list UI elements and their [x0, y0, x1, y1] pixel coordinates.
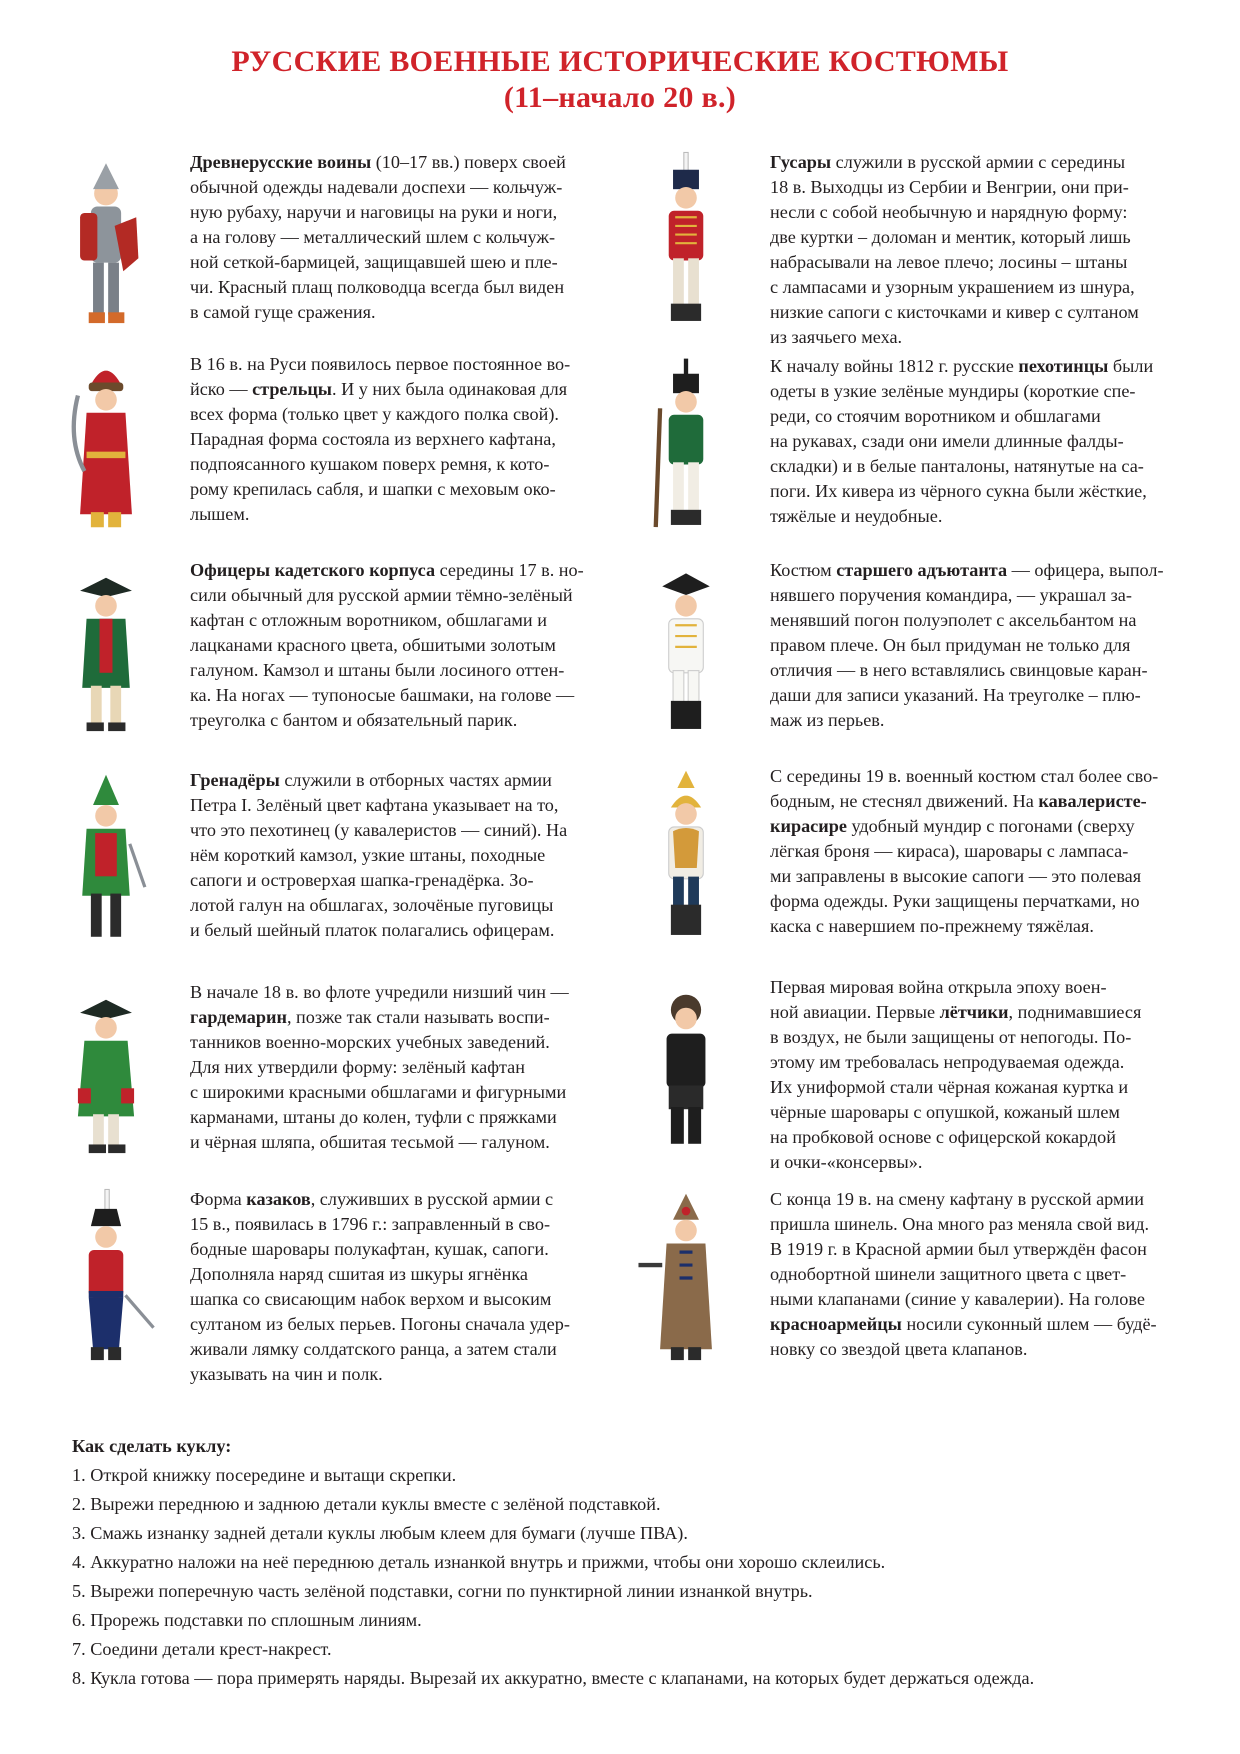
line-text: треуголка с бантом и обязательный парик.: [190, 710, 518, 730]
line-text: султаном из белых перьев. Погоны сначала удер-: [190, 1314, 570, 1334]
line-text: всех форма (только цвет у каждого полка свой).: [190, 404, 559, 424]
description-line: [190, 175, 610, 200]
costume-entry-ancient-warrior: [52, 150, 612, 345]
line-text: удобный мундир с погонами (сверху: [846, 816, 1135, 836]
line-text: шапка со свисающим набок верхом и высоким: [190, 1289, 552, 1309]
costume-description: [190, 980, 610, 1155]
description-line: [770, 1337, 1202, 1362]
highlighted-term: лётчики: [939, 1002, 1009, 1022]
line-text: Костюм: [770, 560, 837, 580]
description-line: [190, 633, 610, 658]
line-text: В 16 в. на Руси появилось первое постоянное во-: [190, 354, 571, 374]
line-text: и очки-«консервы».: [770, 1152, 923, 1172]
costume-description: [190, 1187, 610, 1387]
line-text: одеты в узкие зелёные мундиры (короткие спе-: [770, 381, 1136, 401]
cossack-figure-icon: [52, 1187, 160, 1382]
highlighted-term: старшего адъютанта: [836, 560, 1008, 580]
hussar-figure-icon: [632, 150, 740, 345]
description-line: [770, 1100, 1202, 1125]
description-line: [190, 1080, 610, 1105]
description-line: [190, 1337, 610, 1362]
description-line: [770, 1287, 1202, 1312]
description-line: [770, 175, 1202, 200]
line-text: С конца 19 в. на смену кафтану в русской армии: [770, 1189, 1144, 1209]
line-text: танников военно-морских учебных заведений.: [190, 1032, 550, 1052]
line-text: рому крепилась сабля, и шапки с меховым око-: [190, 479, 556, 499]
line-text: каска с навершием по-прежнему тяжёлая.: [770, 916, 1094, 936]
line-text: ными клапанами (синие у кавалерии). На голове: [770, 1289, 1145, 1309]
instructions-steps: [72, 1461, 1192, 1693]
description-line: [770, 1312, 1202, 1337]
line-text: сили обычный для русской армии тёмно-зелёный: [190, 585, 573, 605]
line-text: тяжёлые и неудобные.: [770, 506, 943, 526]
line-text: нём короткий камзол, узкие штаны, походные: [190, 845, 546, 865]
grenadier-figure-icon: [52, 768, 160, 963]
highlighted-term: Офицеры кадетского корпуса: [190, 560, 436, 580]
costume-description: [770, 150, 1202, 350]
instruction-step: 7. Соедини детали крест-накрест.: [72, 1639, 332, 1659]
description-line: [190, 1055, 610, 1080]
line-text: отличия — в него вставлялись свинцовые каран-: [770, 660, 1148, 680]
line-text: форма одежды. Руки защищены перчатками, но: [770, 891, 1140, 911]
description-line: [770, 1212, 1202, 1237]
description-line: [770, 889, 1202, 914]
line-text: набрасывали на левое плечо; лосины – штаны: [770, 252, 1128, 272]
description-line: [770, 354, 1202, 379]
line-text: ную рубаху, наручи и наговицы на руки и ноги,: [190, 202, 558, 222]
description-line: [190, 558, 610, 583]
line-text: чёрные шаровары с опушкой, кожаный шлем: [770, 1102, 1120, 1122]
description-line: [190, 1312, 610, 1337]
instruction-step: 6. Прорежь подставки по сплошным линиям.: [72, 1610, 422, 1630]
line-text: носили суконный шлем — будё-: [901, 1314, 1157, 1334]
line-text: в воздух, не были защищены от непогоды. По-: [770, 1027, 1132, 1047]
line-text: лёгкая броня — кираса), шаровары с лампаса-: [770, 841, 1129, 861]
instructions-title: Как сделать куклу:: [72, 1436, 232, 1456]
costume-description: [770, 975, 1202, 1175]
description-line: [770, 1237, 1202, 1262]
line-text: однобортной шинели защитного цвета с цвет-: [770, 1264, 1127, 1284]
costume-description: [190, 558, 610, 733]
highlighted-term: казаков: [246, 1189, 311, 1209]
instructions-block: [72, 1432, 1192, 1693]
line-text: с лампасами и узорным украшением из шнура,: [770, 277, 1135, 297]
highlighted-term: Гусары: [770, 152, 832, 172]
description-line: [190, 583, 610, 608]
costume-description: [190, 768, 610, 943]
line-text: В начале 18 в. во флоте учредили низший чин —: [190, 982, 569, 1002]
description-line: [770, 658, 1202, 683]
description-line: [770, 404, 1202, 429]
description-line: [770, 608, 1202, 633]
line-text: менявший погон полуэполет с аксельбантом на: [770, 610, 1137, 630]
line-text: — офицера, выпол-: [1007, 560, 1164, 580]
highlighted-term: кавалеристе-: [1038, 791, 1147, 811]
description-line: [190, 918, 610, 943]
line-text: служили в русской армии с середины: [831, 152, 1126, 172]
description-line: [190, 150, 610, 175]
line-text: на пробковой основе с офицерской кокардой: [770, 1127, 1116, 1147]
line-text: указывать на чин и полк.: [190, 1364, 383, 1384]
costume-entry-streltsy: [52, 352, 612, 547]
description-line: [770, 1075, 1202, 1100]
highlighted-term: гардемарин: [190, 1007, 287, 1027]
description-line: [770, 789, 1202, 814]
line-text: Парадная форма состояла из верхнего кафтана,: [190, 429, 556, 449]
description-line: [190, 608, 610, 633]
description-line: [190, 980, 610, 1005]
line-text: что это пехотинец (у кавалеристов — синий). На: [190, 820, 568, 840]
streltsy-figure-icon: [52, 352, 160, 547]
description-line: [190, 1187, 610, 1212]
description-line: [190, 818, 610, 843]
description-line: [770, 1050, 1202, 1075]
highlighted-term: пехотинцы: [1018, 356, 1109, 376]
description-line: [770, 583, 1202, 608]
costume-entry-infantryman-1812: [632, 354, 1202, 549]
line-text: . И у них была одинаковая для: [332, 379, 568, 399]
description-line: [190, 1105, 610, 1130]
line-text: а на голову — металлический шлем с кольчуж-: [190, 227, 556, 247]
line-text: Их униформой стали чёрная кожаная куртка и: [770, 1077, 1129, 1097]
line-text: В 1919 г. в Красной армии был утверждён фасон: [770, 1239, 1147, 1259]
line-text: и белый шейный платок полагались офицерам.: [190, 920, 555, 940]
description-line: [190, 225, 610, 250]
line-text: Дополняла наряд сшитая из шкуры ягнёнка: [190, 1264, 528, 1284]
title-block: [0, 44, 1240, 116]
page-subtitle: (11–начало 20 в.): [503, 81, 737, 114]
description-line: [770, 633, 1202, 658]
costume-description: [770, 1187, 1202, 1362]
description-line: [770, 200, 1202, 225]
description-line: [190, 1130, 610, 1155]
costume-description: [770, 558, 1202, 733]
line-text: были: [1108, 356, 1154, 376]
costume-entry-midshipman: [52, 980, 612, 1175]
line-text: сапоги и островерхая шапка-гренадёрка. Зо-: [190, 870, 534, 890]
description-line: [190, 1030, 610, 1055]
description-line: [190, 1005, 610, 1030]
costume-entry-cadet-officer: [52, 558, 612, 753]
description-line: [190, 352, 610, 377]
line-text: две куртки – доломан и ментик, который лишь: [770, 227, 1131, 247]
line-text: правом плече. Он был придуман не только для: [770, 635, 1131, 655]
cuirassier-figure-icon: [632, 764, 740, 959]
line-text: маж из перьев.: [770, 710, 885, 730]
highlighted-term: Гренадёры: [190, 770, 280, 790]
costume-description: [190, 150, 610, 325]
line-text: бодным, не стеснял движений. На: [770, 791, 1039, 811]
description-line: [190, 768, 610, 793]
description-line: [190, 1287, 610, 1312]
costume-entry-hussar: [632, 150, 1202, 350]
description-line: [770, 814, 1202, 839]
highlighted-term: стрельцы: [252, 379, 333, 399]
line-text: Для них утвердили форму: зелёный кафтан: [190, 1057, 525, 1077]
description-line: [770, 479, 1202, 504]
line-text: этому им требовалась непродуваемая одежда.: [770, 1052, 1125, 1072]
line-text: с широкими красными обшлагами и фигурными: [190, 1082, 567, 1102]
description-line: [190, 1237, 610, 1262]
line-text: (10–17 вв.) поверх своей: [371, 152, 566, 172]
midshipman-figure-icon: [52, 980, 160, 1175]
line-text: поги. Их кивера из чёрного сукна были жёсткие,: [770, 481, 1147, 501]
description-line: [770, 1262, 1202, 1287]
line-text: лацканами красного цвета, обшитыми золотым: [190, 635, 556, 655]
red-army-soldier-figure-icon: [632, 1187, 740, 1382]
description-line: [770, 864, 1202, 889]
description-line: [770, 275, 1202, 300]
description-line: [770, 300, 1202, 325]
description-line: [770, 1000, 1202, 1025]
instruction-step: 8. Кукла готова — пора примерять наряды. Вырезай их аккуратно, вместе с клапанами, на которых будет держаться одежда.: [72, 1668, 1035, 1688]
description-line: [770, 708, 1202, 733]
line-text: лотой галун на обшлагах, золочёные пуговицы: [190, 895, 554, 915]
instruction-step: 5. Вырежи поперечную часть зелёной подставки, согни по пунктирной линии изнанкой внутрь.: [72, 1581, 813, 1601]
description-line: [770, 1187, 1202, 1212]
line-text: , позже так стали называть воспи-: [286, 1007, 550, 1027]
description-line: [190, 427, 610, 452]
description-line: [190, 502, 610, 527]
line-text: служили в отборных частях армии: [279, 770, 552, 790]
description-line: [770, 150, 1202, 175]
description-line: [190, 793, 610, 818]
description-line: [770, 429, 1202, 454]
line-text: ной авиации. Первые: [770, 1002, 940, 1022]
page-title: РУССКИЕ ВОЕННЫЕ ИСТОРИЧЕСКИЕ КОСТЮМЫ: [231, 45, 1009, 78]
description-line: [770, 325, 1202, 350]
description-line: [190, 1262, 610, 1287]
line-text: ми заправлены в высокие сапоги — это полевая: [770, 866, 1142, 886]
description-line: [770, 250, 1202, 275]
description-line: [770, 225, 1202, 250]
costume-entry-cossack: [52, 1187, 612, 1387]
description-line: [770, 1025, 1202, 1050]
line-text: карманами, штаны до колен, туфли с пряжками: [190, 1107, 557, 1127]
description-line: [770, 764, 1202, 789]
line-text: на рукавах, сзади они имели длинные фалды-: [770, 431, 1124, 451]
description-line: [770, 454, 1202, 479]
description-line: [190, 683, 610, 708]
line-text: и чёрная шляпа, обшитая тесьмой — галуном.: [190, 1132, 550, 1152]
description-line: [770, 839, 1202, 864]
cadet-officer-figure-icon: [52, 558, 160, 753]
description-line: [190, 275, 610, 300]
line-text: из заячьего меха.: [770, 327, 903, 347]
warrior-figure-icon: [52, 150, 160, 345]
line-text: нявшего поручения командира, — украшал за-: [770, 585, 1132, 605]
description-line: [770, 558, 1202, 583]
line-text: Петра I. Зелёный цвет кафтана указывает на то,: [190, 795, 559, 815]
description-line: [190, 1362, 610, 1387]
description-line: [770, 379, 1202, 404]
line-text: в самой гуще сражения.: [190, 302, 376, 322]
description-line: [770, 914, 1202, 939]
description-line: [190, 477, 610, 502]
line-text: ка. На ногах — тупоносые башмаки, на голове —: [190, 685, 575, 705]
infantryman-1812-figure-icon: [632, 354, 740, 549]
adjutant-figure-icon: [632, 558, 740, 753]
line-text: обычной одежды надевали доспехи — кольчуж-: [190, 177, 563, 197]
highlighted-term: красноармейцы: [770, 1314, 902, 1334]
line-text: С середины 19 в. военный костюм стал более сво-: [770, 766, 1159, 786]
line-text: пришла шинель. Она много раз меняла свой вид.: [770, 1214, 1150, 1234]
line-text: Первая мировая война открыла эпоху воен-: [770, 977, 1107, 997]
line-text: несли с собой необычную и нарядную форму:: [770, 202, 1128, 222]
line-text: даши для записи указаний. На треуголке – плю-: [770, 685, 1141, 705]
description-line: [190, 708, 610, 733]
description-line: [770, 1125, 1202, 1150]
description-line: [190, 250, 610, 275]
line-text: йско —: [190, 379, 253, 399]
line-text: низкие сапоги с кисточками и кивер с султаном: [770, 302, 1139, 322]
highlighted-term: кирасире: [770, 816, 847, 836]
description-line: [190, 377, 610, 402]
instruction-step: 4. Аккуратно наложи на неё переднюю деталь изнанкой внутрь и прижми, чтобы они хорошо склеились.: [72, 1552, 886, 1572]
costume-description: [770, 764, 1202, 939]
line-text: К началу войны 1812 г. русские: [770, 356, 1019, 376]
description-line: [190, 843, 610, 868]
instruction-step: 2. Вырежи переднюю и заднюю детали куклы вместе с зелёной подставкой.: [72, 1494, 661, 1514]
line-text: 15 в., появилась в 1796 г.: заправленный в сво-: [190, 1214, 551, 1234]
line-text: реди, со стоячим воротником и обшлагами: [770, 406, 1101, 426]
line-text: лышем.: [190, 504, 250, 524]
line-text: ной сеткой-бармицей, защищавшей шею и пле-: [190, 252, 558, 272]
line-text: складки) и в белые панталоны, натянутые на са-: [770, 456, 1144, 476]
costume-entry-red-army: [632, 1187, 1202, 1382]
line-text: 18 в. Выходцы из Сербии и Венгрии, они при-: [770, 177, 1129, 197]
line-text: кафтан с отложным воротником, обшлагами и: [190, 610, 547, 630]
line-text: , поднимавшиеся: [1008, 1002, 1142, 1022]
costume-description: [770, 354, 1202, 529]
highlighted-term: Древнерусские воины: [190, 152, 372, 172]
line-text: , служивших в русской армии с: [310, 1189, 554, 1209]
costume-entry-adjutant: [632, 558, 1202, 753]
line-text: живали лямку солдатского ранца, а затем стали: [190, 1339, 557, 1359]
description-line: [770, 975, 1202, 1000]
line-text: чи. Красный плащ полководца всегда был виден: [190, 277, 565, 297]
instruction-step: 3. Смажь изнанку задней детали куклы любым клеем для бумаги (лучше ПВА).: [72, 1523, 688, 1543]
line-text: новку со звездой цвета клапанов.: [770, 1339, 1028, 1359]
description-line: [190, 1212, 610, 1237]
pilot-figure-icon: [632, 975, 740, 1170]
description-line: [190, 402, 610, 427]
line-text: Форма: [190, 1189, 247, 1209]
description-line: [770, 504, 1202, 529]
description-line: [190, 868, 610, 893]
description-line: [190, 452, 610, 477]
line-text: подпоясанного кушаком поверх ремня, к кото-: [190, 454, 550, 474]
costume-description: [190, 352, 610, 527]
description-line: [770, 683, 1202, 708]
description-line: [770, 1150, 1202, 1175]
costume-entry-cuirassier: [632, 764, 1202, 959]
costume-entry-pilot: [632, 975, 1202, 1175]
costume-entry-grenadier: [52, 768, 612, 963]
description-line: [190, 300, 610, 325]
description-line: [190, 200, 610, 225]
line-text: середины 17 в. но-: [435, 560, 584, 580]
line-text: галуном. Камзол и штаны были лосиного оттен-: [190, 660, 565, 680]
description-line: [190, 893, 610, 918]
instruction-step: 1. Открой книжку посередине и вытащи скрепки.: [72, 1465, 457, 1485]
description-line: [190, 658, 610, 683]
line-text: бодные шаровары полукафтан, кушак, сапоги.: [190, 1239, 549, 1259]
